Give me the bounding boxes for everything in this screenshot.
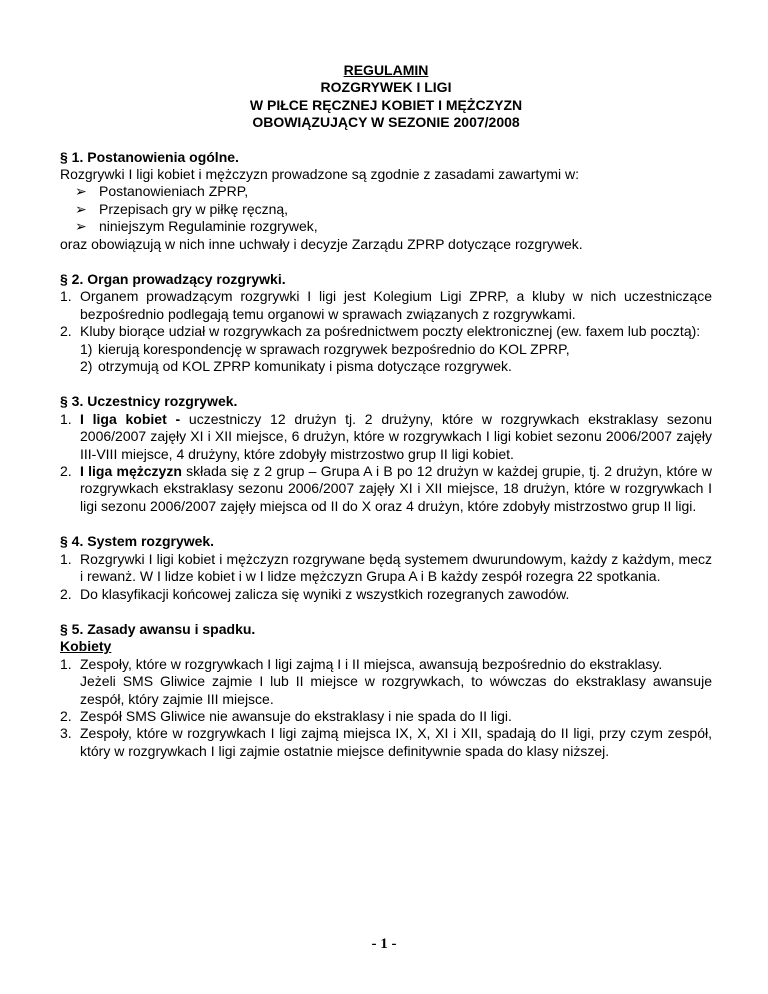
section-3-heading: § 3. Uczestnicy rozgrywek. <box>60 393 238 410</box>
item-body: składa się z 2 grup – Grupa A i B po 12 drużyn w każdej grupie, tj. 2 drużyn, które w rozgrywkach ekstraklasy sezonu 2006/2007 zajęły XI i XII miejsce, 18 drużyn, które w rozgrywkach I ligi sezonu 2006/2007 zajęły miejsca od II do X oraz 4 drużyn, które zdobyły mistrzostwo grup II ligi. <box>80 463 712 514</box>
title-line-1: REGULAMIN <box>343 62 429 78</box>
item-text: Rozgrywki I ligi kobiet i mężczyzn rozgrywane będą systemem dwurundowym, każdy z każdym, mecz i rewanż. W I lidze kobiet i w I lidze mężczyzn Grupa A i B każdy zespół rozegra 22 spotkania. <box>80 550 712 585</box>
item-text <box>80 463 712 515</box>
item-number: 2. <box>60 585 72 602</box>
item-body-continued: Jeżeli SMS Gliwice zajmie I lub II miejsce w rozgrywkach, to wówczas do ekstraklasy awansuje zespół, który zajmie III miejsce. <box>80 673 712 707</box>
section-4 <box>60 533 712 603</box>
title-line-2: ROZGRYWEK I LIGI <box>320 79 452 96</box>
item-number: 2. <box>60 707 72 724</box>
section-4-heading: § 4. System rozgrywek. <box>60 533 215 550</box>
list-item <box>60 323 712 340</box>
list-item <box>60 551 712 586</box>
item-number: 1. <box>60 410 72 427</box>
section-5-heading: § 5. Zasady awansu i spadku. <box>60 620 256 637</box>
item-text: Zespoły, które w rozgrywkach I ligi zajmą miejsca IX, X, XI i XII, spadają do II ligi, przy czym zespół, który w rozgrywkach I ligi zajmie ostatnie miejsce definitywnie spada do klasy niższej. <box>80 725 712 759</box>
list-item <box>60 656 712 708</box>
title-line-3: W PIŁCE RĘCZNEJ KOBIET I MĘŻCZYZN <box>249 96 523 113</box>
list-item <box>60 725 712 760</box>
list-item <box>60 288 712 323</box>
item-number: 2. <box>60 463 72 480</box>
bullet-text: Przepisach gry w piłkę ręczną, <box>99 200 289 217</box>
item-lead: I liga mężczyzn <box>80 463 182 480</box>
arrow-bullet-icon: ➢ <box>75 218 87 235</box>
section-1-intro: Rozgrywki I ligi kobiet i mężczyzn prowadzone są zgodnie z zasadami zawartymi w: <box>60 165 579 182</box>
sub-item-text: otrzymują od KOL ZPRP komunikaty i pisma dotyczące rozgrywek. <box>98 358 512 375</box>
item-body: Zespoły, które w rozgrywkach I ligi zajmą I i II miejsca, awansują bezpośrednio do ekstraklasy. <box>80 655 663 672</box>
section-1-outro: oraz obowiązują w nich inne uchwały i decyzje Zarządu ZPRP dotyczące rozgrywek. <box>60 235 583 252</box>
bullet-item <box>75 218 712 235</box>
sub-list-item <box>80 341 712 358</box>
page-number: - 1 - <box>371 936 397 952</box>
item-text <box>80 656 712 708</box>
bullet-text: niniejszym Regulaminie rozgrywek, <box>99 218 318 235</box>
section-1-heading: § 1. Postanowienia ogólne. <box>60 148 239 165</box>
item-text: Do klasyfikacji końcowej zalicza się wyniki z wszystkich rozegranych zawodów. <box>80 585 570 602</box>
document-title <box>60 62 712 132</box>
item-text: Organem prowadzącym rozgrywki I ligi jest Kolegium Ligi ZPRP, a kluby w nich uczestniczące bezpośrednio podlegają temu organowi w sprawach związanych z rozgrywkami. <box>80 288 712 322</box>
section-5-subheading: Kobiety <box>60 638 112 655</box>
list-item <box>60 708 712 725</box>
item-text: Kluby biorące udział w rozgrywkach za pośrednictwem poczty elektronicznej (ew. faxem lub pocztą): <box>80 323 701 340</box>
item-number: 1. <box>60 655 72 672</box>
item-number: 1. <box>60 288 72 305</box>
item-text <box>80 411 712 463</box>
arrow-bullet-icon: ➢ <box>75 183 87 200</box>
section-5 <box>60 621 712 760</box>
item-number: 3. <box>60 725 72 742</box>
section-1 <box>60 149 712 253</box>
sub-item-number: 1) <box>80 340 93 357</box>
bullet-item <box>75 201 712 218</box>
section-2 <box>60 271 712 375</box>
list-item <box>60 586 712 603</box>
section-2-heading: § 2. Organ prowadzący rozgrywki. <box>60 271 286 287</box>
document-body <box>60 62 712 760</box>
sub-list-item <box>80 358 712 375</box>
item-text: Zespół SMS Gliwice nie awansuje do ekstraklasy i nie spada do II ligi. <box>80 707 512 724</box>
title-line-4: OBOWIĄZUJĄCY W SEZONIE 2007/2008 <box>252 114 520 131</box>
arrow-bullet-icon: ➢ <box>75 200 87 217</box>
section-3 <box>60 393 712 515</box>
item-lead: I liga kobiet - <box>80 410 181 427</box>
bullet-item <box>75 183 712 200</box>
bullet-text: Postanowieniach ZPRP, <box>99 183 249 200</box>
list-item <box>60 463 712 515</box>
sub-item-number: 2) <box>80 358 93 375</box>
item-body: uczestniczy 12 drużyn tj. 2 drużyny, które w rozgrywkach ekstraklasy sezonu 2006/2007 zajęły XI i XII miejsce, 6 drużyn, które w rozgrywkach I ligi kobiet sezonu 2006/2007 zajęły III-VIII miejsce, 4 drużyny, które zdobyły mistrzostwo grup II ligi kobiet. <box>80 410 712 462</box>
item-number: 1. <box>60 550 72 567</box>
item-number: 2. <box>60 323 72 340</box>
list-item <box>60 411 712 463</box>
sub-item-text: kierują korespondencję w sprawach rozgrywek bezpośrednio do KOL ZPRP, <box>98 340 570 357</box>
